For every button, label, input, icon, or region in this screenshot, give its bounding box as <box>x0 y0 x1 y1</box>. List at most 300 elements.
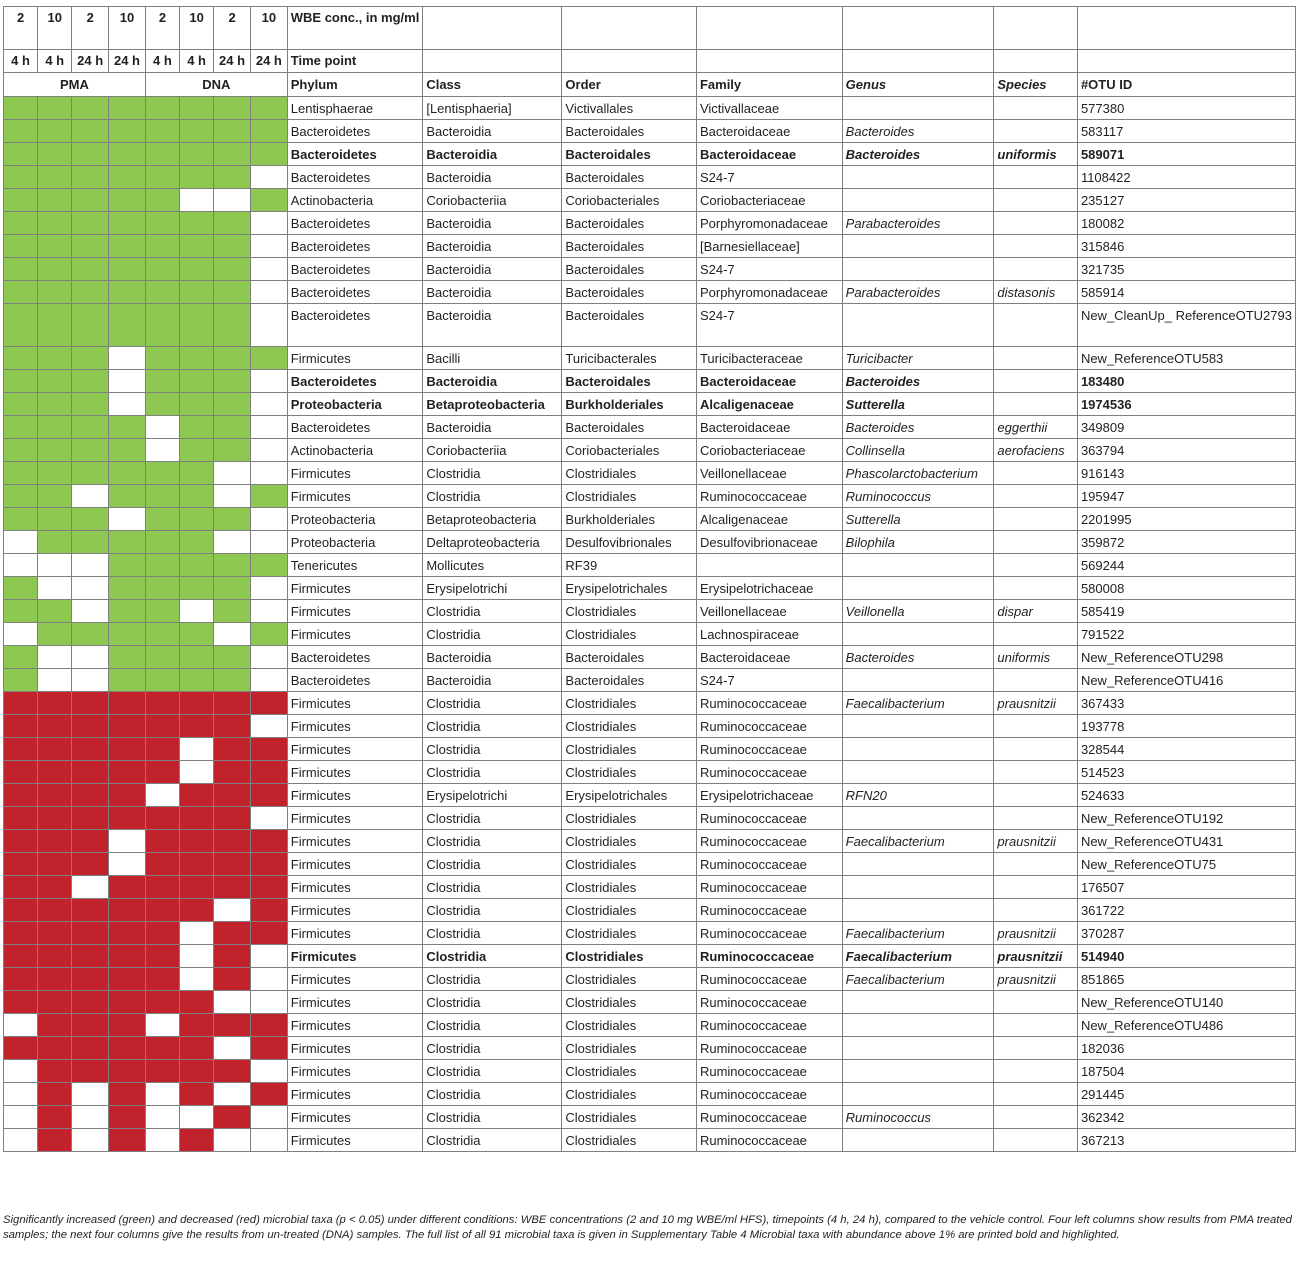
class-cell: Clostridia <box>423 991 562 1014</box>
decrease-cell <box>38 807 72 830</box>
order-cell: Bacteroidales <box>562 166 697 189</box>
decrease-cell <box>109 922 146 945</box>
decrease-cell <box>180 784 214 807</box>
genus-cell: Bacteroides <box>842 416 994 439</box>
decrease-cell <box>250 876 287 899</box>
column-header: Genus <box>842 73 994 97</box>
genus-cell <box>842 1083 994 1106</box>
decrease-cell <box>180 1083 214 1106</box>
decrease-cell <box>38 922 72 945</box>
order-cell: Clostridiales <box>562 1060 697 1083</box>
decrease-cell <box>109 1129 146 1152</box>
phylum-cell: Bacteroidetes <box>287 212 423 235</box>
decrease-cell <box>4 876 38 899</box>
column-header: Class <box>423 73 562 97</box>
increase-cell <box>38 623 72 646</box>
increase-cell <box>38 304 72 347</box>
otu-cell: 585914 <box>1077 281 1295 304</box>
class-cell: Clostridia <box>423 899 562 922</box>
family-cell: Ruminococcaceae <box>696 830 842 853</box>
decrease-cell <box>180 876 214 899</box>
increase-cell <box>72 166 109 189</box>
increase-cell <box>180 166 214 189</box>
conc-header: 2 <box>214 7 251 50</box>
conc-label: WBE conc., in mg/ml <box>287 7 423 50</box>
increase-cell <box>38 258 72 281</box>
increase-cell <box>214 97 251 120</box>
class-cell: Clostridia <box>423 1060 562 1083</box>
genus-cell: Faecalibacterium <box>842 968 994 991</box>
increase-cell <box>180 554 214 577</box>
decrease-cell <box>145 715 179 738</box>
genus-cell <box>842 258 994 281</box>
phylum-cell: Firmicutes <box>287 807 423 830</box>
family-cell: Ruminococcaceae <box>696 1083 842 1106</box>
genus-cell: Sutterella <box>842 508 994 531</box>
species-cell <box>994 807 1078 830</box>
empty-cell <box>109 370 146 393</box>
decrease-cell <box>72 692 109 715</box>
decrease-cell <box>214 922 251 945</box>
decrease-cell <box>72 853 109 876</box>
family-cell: Ruminococcaceae <box>696 991 842 1014</box>
phylum-cell: Firmicutes <box>287 922 423 945</box>
decrease-cell <box>4 922 38 945</box>
increase-cell <box>38 347 72 370</box>
species-cell <box>994 876 1078 899</box>
decrease-cell <box>72 991 109 1014</box>
empty-cell <box>250 600 287 623</box>
empty-cell <box>145 1129 179 1152</box>
empty-cell <box>145 1083 179 1106</box>
family-cell: Ruminococcaceae <box>696 968 842 991</box>
genus-cell <box>842 97 994 120</box>
increase-cell <box>109 669 146 692</box>
decrease-cell <box>38 1014 72 1037</box>
time-header: 4 h <box>145 50 179 73</box>
order-cell: Burkholderiales <box>562 508 697 531</box>
increase-cell <box>180 393 214 416</box>
species-cell <box>994 166 1078 189</box>
species-cell <box>994 393 1078 416</box>
empty-cell <box>250 991 287 1014</box>
family-cell: Ruminococcaceae <box>696 876 842 899</box>
order-cell: Clostridiales <box>562 1083 697 1106</box>
time-label: Time point <box>287 50 423 73</box>
order-cell: Clostridiales <box>562 1129 697 1152</box>
time-header: 24 h <box>72 50 109 73</box>
class-cell: Clostridia <box>423 462 562 485</box>
increase-cell <box>214 393 251 416</box>
decrease-cell <box>38 1037 72 1060</box>
increase-cell <box>214 235 251 258</box>
increase-cell <box>109 623 146 646</box>
increase-cell <box>72 416 109 439</box>
table-row <box>4 991 1296 1014</box>
decrease-cell <box>145 1037 179 1060</box>
phylum-cell: Firmicutes <box>287 462 423 485</box>
phylum-cell: Firmicutes <box>287 991 423 1014</box>
family-cell <box>696 554 842 577</box>
decrease-cell <box>250 761 287 784</box>
decrease-cell <box>145 1060 179 1083</box>
increase-cell <box>214 166 251 189</box>
decrease-cell <box>109 715 146 738</box>
order-cell: Bacteroidales <box>562 304 697 347</box>
decrease-cell <box>72 1037 109 1060</box>
table-row <box>4 1060 1296 1083</box>
otu-cell: 524633 <box>1077 784 1295 807</box>
order-cell: Bacteroidales <box>562 669 697 692</box>
decrease-cell <box>250 738 287 761</box>
increase-cell <box>109 646 146 669</box>
increase-cell <box>180 577 214 600</box>
class-cell: Betaproteobacteria <box>423 393 562 416</box>
empty-cell <box>109 508 146 531</box>
empty-cell <box>214 1129 251 1152</box>
order-cell: Clostridiales <box>562 600 697 623</box>
empty-cell <box>180 761 214 784</box>
otu-cell: New_ReferenceOTU192 <box>1077 807 1295 830</box>
family-cell: Ruminococcaceae <box>696 922 842 945</box>
genus-cell: Bacteroides <box>842 143 994 166</box>
empty-cell <box>180 945 214 968</box>
decrease-cell <box>145 968 179 991</box>
empty-cell <box>214 623 251 646</box>
table-row <box>4 899 1296 922</box>
order-cell: Clostridiales <box>562 485 697 508</box>
species-cell <box>994 784 1078 807</box>
empty-cell <box>72 485 109 508</box>
increase-cell <box>214 370 251 393</box>
class-cell: Clostridia <box>423 761 562 784</box>
increase-cell <box>180 370 214 393</box>
group-header: PMA <box>4 73 146 97</box>
class-cell: Deltaproteobacteria <box>423 531 562 554</box>
decrease-cell <box>38 692 72 715</box>
increase-cell <box>180 143 214 166</box>
empty-cell <box>214 531 251 554</box>
increase-cell <box>180 347 214 370</box>
otu-cell: 580008 <box>1077 577 1295 600</box>
increase-cell <box>72 235 109 258</box>
species-cell <box>994 623 1078 646</box>
decrease-cell <box>38 1083 72 1106</box>
decrease-cell <box>4 853 38 876</box>
genus-cell: Veillonella <box>842 600 994 623</box>
order-cell: Turicibacterales <box>562 347 697 370</box>
otu-cell: 569244 <box>1077 554 1295 577</box>
phylum-cell: Bacteroidetes <box>287 370 423 393</box>
increase-cell <box>180 646 214 669</box>
phylum-cell: Bacteroidetes <box>287 669 423 692</box>
decrease-cell <box>109 692 146 715</box>
decrease-cell <box>4 784 38 807</box>
phylum-cell: Bacteroidetes <box>287 281 423 304</box>
decrease-cell <box>180 1129 214 1152</box>
table-body <box>4 7 1296 1152</box>
decrease-cell <box>72 830 109 853</box>
family-cell: Alcaligenaceae <box>696 393 842 416</box>
species-cell <box>994 1037 1078 1060</box>
increase-cell <box>72 143 109 166</box>
phylum-cell: Bacteroidetes <box>287 258 423 281</box>
phylum-cell: Firmicutes <box>287 945 423 968</box>
phylum-cell: Proteobacteria <box>287 393 423 416</box>
order-cell: Clostridiales <box>562 991 697 1014</box>
phylum-cell: Firmicutes <box>287 600 423 623</box>
empty-cell <box>38 669 72 692</box>
family-cell: S24-7 <box>696 669 842 692</box>
family-cell: Erysipelotrichaceae <box>696 784 842 807</box>
decrease-cell <box>4 692 38 715</box>
species-cell: uniformis <box>994 646 1078 669</box>
table-row <box>4 370 1296 393</box>
species-cell <box>994 1106 1078 1129</box>
phylum-cell: Bacteroidetes <box>287 235 423 258</box>
genus-cell <box>842 623 994 646</box>
table-row <box>4 485 1296 508</box>
increase-cell <box>109 212 146 235</box>
genus-cell <box>842 554 994 577</box>
family-cell: Lachnospiraceae <box>696 623 842 646</box>
increase-cell <box>250 120 287 143</box>
increase-cell <box>109 166 146 189</box>
table-row <box>4 715 1296 738</box>
phylum-cell: Bacteroidetes <box>287 143 423 166</box>
otu-cell: New_ReferenceOTU486 <box>1077 1014 1295 1037</box>
empty-cell <box>250 370 287 393</box>
family-cell: Porphyromonadaceae <box>696 281 842 304</box>
table-row <box>4 623 1296 646</box>
class-cell: Clostridia <box>423 738 562 761</box>
empty-cell <box>214 991 251 1014</box>
phylum-cell: Proteobacteria <box>287 531 423 554</box>
family-cell: Ruminococcaceae <box>696 807 842 830</box>
species-cell <box>994 1060 1078 1083</box>
family-cell: Ruminococcaceae <box>696 899 842 922</box>
order-cell: Coriobacteriales <box>562 189 697 212</box>
increase-cell <box>4 370 38 393</box>
decrease-cell <box>38 991 72 1014</box>
increase-cell <box>4 120 38 143</box>
empty-cell <box>250 166 287 189</box>
empty-cell <box>562 50 697 73</box>
time-header: 24 h <box>214 50 251 73</box>
empty-cell <box>4 531 38 554</box>
genus-cell: Faecalibacterium <box>842 692 994 715</box>
decrease-cell <box>38 853 72 876</box>
increase-cell <box>4 212 38 235</box>
increase-cell <box>145 669 179 692</box>
empty-cell <box>423 7 562 50</box>
empty-cell <box>180 738 214 761</box>
otu-cell: 361722 <box>1077 899 1295 922</box>
family-cell: Victivallaceae <box>696 97 842 120</box>
empty-cell <box>145 784 179 807</box>
otu-cell: New_CleanUp_ ReferenceOTU2793 <box>1077 304 1295 347</box>
decrease-cell <box>38 738 72 761</box>
table-row <box>4 1083 1296 1106</box>
increase-cell <box>109 416 146 439</box>
decrease-cell <box>145 899 179 922</box>
increase-cell <box>145 623 179 646</box>
increase-cell <box>72 462 109 485</box>
increase-cell <box>38 97 72 120</box>
species-cell <box>994 304 1078 347</box>
otu-cell: 195947 <box>1077 485 1295 508</box>
order-cell: Bacteroidales <box>562 143 697 166</box>
class-cell: Clostridia <box>423 1014 562 1037</box>
order-cell: Bacteroidales <box>562 235 697 258</box>
genus-cell <box>842 304 994 347</box>
table-row <box>4 393 1296 416</box>
class-cell: Bacilli <box>423 347 562 370</box>
increase-cell <box>4 281 38 304</box>
decrease-cell <box>180 692 214 715</box>
empty-cell <box>696 7 842 50</box>
species-cell <box>994 347 1078 370</box>
table-row <box>4 439 1296 462</box>
phylum-cell: Bacteroidetes <box>287 120 423 143</box>
class-cell: Clostridia <box>423 692 562 715</box>
empty-cell <box>72 600 109 623</box>
genus-cell <box>842 577 994 600</box>
increase-cell <box>145 577 179 600</box>
decrease-cell <box>38 1129 72 1152</box>
order-cell: Clostridiales <box>562 807 697 830</box>
class-cell: Bacteroidia <box>423 646 562 669</box>
family-cell: Porphyromonadaceae <box>696 212 842 235</box>
order-cell: Clostridiales <box>562 899 697 922</box>
decrease-cell <box>214 692 251 715</box>
increase-cell <box>214 212 251 235</box>
otu-cell: 583117 <box>1077 120 1295 143</box>
order-cell: Clostridiales <box>562 830 697 853</box>
increase-cell <box>145 258 179 281</box>
decrease-cell <box>4 899 38 922</box>
genus-cell: Faecalibacterium <box>842 945 994 968</box>
empty-cell <box>38 646 72 669</box>
otu-cell: New_ReferenceOTU431 <box>1077 830 1295 853</box>
phylum-cell: Firmicutes <box>287 1060 423 1083</box>
otu-cell: 370287 <box>1077 922 1295 945</box>
increase-cell <box>38 189 72 212</box>
phylum-cell: Bacteroidetes <box>287 646 423 669</box>
increase-cell <box>145 485 179 508</box>
empty-cell <box>696 50 842 73</box>
genus-cell <box>842 853 994 876</box>
empty-cell <box>4 1106 38 1129</box>
group-header: DNA <box>145 73 287 97</box>
decrease-cell <box>4 1037 38 1060</box>
class-cell: Clostridia <box>423 1083 562 1106</box>
order-cell: Clostridiales <box>562 1014 697 1037</box>
otu-cell: 367213 <box>1077 1129 1295 1152</box>
otu-cell: 1974536 <box>1077 393 1295 416</box>
increase-cell <box>38 166 72 189</box>
empty-cell <box>72 577 109 600</box>
species-cell <box>994 531 1078 554</box>
phylum-cell: Firmicutes <box>287 738 423 761</box>
decrease-cell <box>180 715 214 738</box>
genus-cell <box>842 807 994 830</box>
phylum-cell: Firmicutes <box>287 784 423 807</box>
table-row <box>4 876 1296 899</box>
phylum-cell: Firmicutes <box>287 1106 423 1129</box>
column-header: #OTU ID <box>1077 73 1295 97</box>
increase-cell <box>38 370 72 393</box>
increase-cell <box>109 462 146 485</box>
increase-cell <box>72 439 109 462</box>
order-cell: Bacteroidales <box>562 120 697 143</box>
table-row <box>4 669 1296 692</box>
empty-cell <box>145 1014 179 1037</box>
increase-cell <box>4 439 38 462</box>
species-cell: prausnitzii <box>994 945 1078 968</box>
decrease-cell <box>109 1106 146 1129</box>
phylum-cell: Firmicutes <box>287 968 423 991</box>
species-cell: prausnitzii <box>994 922 1078 945</box>
decrease-cell <box>145 830 179 853</box>
table-row <box>4 853 1296 876</box>
increase-cell <box>38 439 72 462</box>
family-cell: Veillonellaceae <box>696 600 842 623</box>
genus-cell: Parabacteroides <box>842 212 994 235</box>
class-cell: Clostridia <box>423 1037 562 1060</box>
increase-cell <box>109 531 146 554</box>
otu-cell: 183480 <box>1077 370 1295 393</box>
class-cell: Coriobacteriia <box>423 189 562 212</box>
class-cell: Erysipelotrichi <box>423 784 562 807</box>
increase-cell <box>145 120 179 143</box>
class-cell: Clostridia <box>423 968 562 991</box>
genus-cell <box>842 1060 994 1083</box>
table-row <box>4 968 1296 991</box>
increase-cell <box>109 304 146 347</box>
empty-cell <box>38 554 72 577</box>
class-cell: Clostridia <box>423 876 562 899</box>
species-cell <box>994 97 1078 120</box>
class-cell: Bacteroidia <box>423 258 562 281</box>
column-header: Phylum <box>287 73 423 97</box>
empty-cell <box>250 393 287 416</box>
increase-cell <box>180 97 214 120</box>
empty-cell <box>250 258 287 281</box>
table-caption: Significantly increased (green) and decreased (red) microbial taxa (p < 0.05) under different conditions: WBE concentrations (2 and 10 mg WBE/ml HFS), timepoints (4 h, 24 h), compared to the vehicle control. Four left columns show results from PMA treated samples; the next four columns give the results from un-treated (DNA) samples. The full list of all 91 microbial taxa is given in Supplementary Table 4 Microbial taxa with abundance above 1% are printed bold and highlighted. <box>3 1214 1292 1241</box>
species-cell <box>994 462 1078 485</box>
phylum-cell: Firmicutes <box>287 830 423 853</box>
increase-cell <box>72 212 109 235</box>
family-cell: Ruminococcaceae <box>696 945 842 968</box>
class-cell: Clostridia <box>423 945 562 968</box>
class-cell: Clostridia <box>423 600 562 623</box>
empty-cell <box>842 50 994 73</box>
otu-cell: 589071 <box>1077 143 1295 166</box>
otu-cell: 321735 <box>1077 258 1295 281</box>
empty-cell <box>4 554 38 577</box>
increase-cell <box>214 281 251 304</box>
decrease-cell <box>109 991 146 1014</box>
empty-cell <box>214 462 251 485</box>
class-cell: Clostridia <box>423 1106 562 1129</box>
table-row <box>4 554 1296 577</box>
table-row <box>4 347 1296 370</box>
order-cell: Desulfovibrionales <box>562 531 697 554</box>
table-row <box>4 531 1296 554</box>
decrease-cell <box>214 830 251 853</box>
empty-cell <box>214 1037 251 1060</box>
